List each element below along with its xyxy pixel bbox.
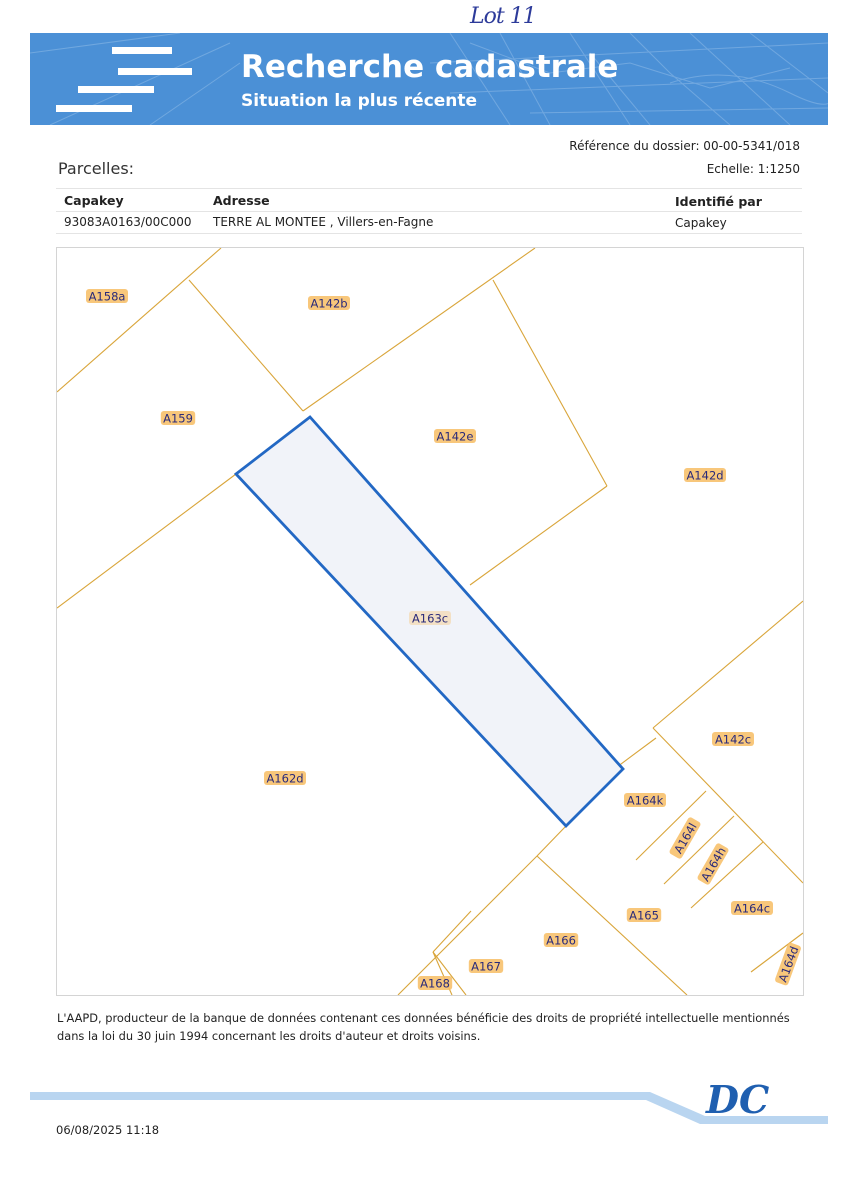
parcel-id-text: A142b (310, 296, 348, 311)
header-banner (30, 33, 828, 125)
header-address: Adresse (213, 193, 270, 208)
parcel-label-a142b[interactable] (308, 296, 350, 311)
header-capakey: Capakey (64, 193, 124, 208)
parcel-label-a158a[interactable] (86, 289, 128, 304)
map-scale: Echelle: 1:1250 (706, 162, 800, 176)
banner-stripe (118, 68, 192, 75)
header-identified-by: Identifié par (675, 194, 762, 209)
parcel-id-text: A167 (471, 959, 501, 974)
parcel-label-a164c[interactable] (731, 901, 773, 916)
parcel-id-text: A162d (266, 771, 304, 786)
row-address: TERRE AL MONTEE , Villers-en-Fagne (213, 215, 434, 229)
parcel-id-text: A164h (698, 844, 729, 884)
table-rule (56, 233, 802, 234)
boundary-line (57, 474, 236, 608)
boundary-line (303, 248, 535, 411)
banner-stripe (56, 105, 132, 112)
parcel-label-a164k[interactable] (624, 793, 666, 808)
banner-stripe (112, 47, 172, 54)
parcel-id-text: A166 (546, 933, 576, 948)
parcel-label-a142d[interactable] (684, 468, 726, 483)
print-datetime: 06/08/2025 11:18 (56, 1123, 160, 1137)
parcel-label-a162d[interactable] (264, 771, 306, 786)
parcel-id-text: A165 (629, 908, 659, 923)
cadastral-map[interactable] (56, 247, 804, 996)
parcel-label-a142e[interactable] (434, 429, 476, 444)
boundary-line (493, 280, 607, 486)
boundary-line (537, 826, 566, 856)
parcel-id-text: A164d (775, 944, 802, 985)
parcel-id-text: A163c (411, 611, 449, 626)
parcel-id-text: A164k (626, 793, 664, 808)
parcel-label-a163c[interactable] (409, 611, 451, 626)
dc-logo: DC (706, 1080, 770, 1122)
parcel-id-text: A159 (163, 411, 193, 426)
parcel-plan (57, 248, 803, 995)
parcel-id-text: A168 (420, 976, 450, 991)
row-capakey: 93083A0163/00C000 (64, 215, 192, 229)
boundary-line (470, 486, 607, 585)
parcel-info-table (56, 188, 802, 234)
table-rule (56, 188, 802, 189)
boundary-line (398, 856, 537, 995)
parcel-id-text: A142d (686, 468, 724, 483)
parcel-label-a164h[interactable] (696, 842, 730, 886)
legal-notice: L'AAPD, producteur de la banque de données contenant ces données bénéficie des droits de propriété intellectuelle mentionnés dans la loi du 30 juin 1994 concernant les droits d'auteur et droits voisins. (57, 1011, 790, 1043)
parcel-label-a159[interactable] (161, 411, 195, 426)
parcels-heading: Parcelles: (58, 159, 135, 178)
parcel-label-a165[interactable] (627, 908, 661, 923)
parcel-label-a164d[interactable] (774, 942, 802, 986)
boundary-line (433, 911, 471, 952)
page-subtitle: Situation la plus récente (241, 91, 478, 111)
handwritten-lot-note: Lot 11 (470, 4, 536, 29)
banner-stripe (78, 86, 154, 93)
dossier-reference: Référence du dossier: 00-00-5341/018 (569, 139, 800, 153)
parcel-id-text: A158a (88, 289, 126, 304)
boundary-line (57, 248, 221, 392)
boundary-line (537, 856, 687, 995)
page-title: Recherche cadastrale (241, 49, 619, 85)
boundary-line (189, 280, 303, 411)
parcel-label-a166[interactable] (544, 933, 578, 948)
boundary-line (653, 601, 803, 728)
parcel-id-text: A164l (671, 820, 700, 857)
parcel-label-a167[interactable] (469, 959, 503, 974)
row-identified-by: Capakey (675, 216, 727, 230)
boundary-line (653, 728, 803, 883)
parcel-id-text: A142c (714, 732, 752, 747)
parcel-label-a142c[interactable] (712, 732, 754, 747)
parcel-id-text: A142e (436, 429, 474, 444)
parcel-label-a168[interactable] (418, 976, 452, 991)
parcel-id-text: A164c (733, 901, 771, 916)
table-rule (56, 211, 802, 212)
